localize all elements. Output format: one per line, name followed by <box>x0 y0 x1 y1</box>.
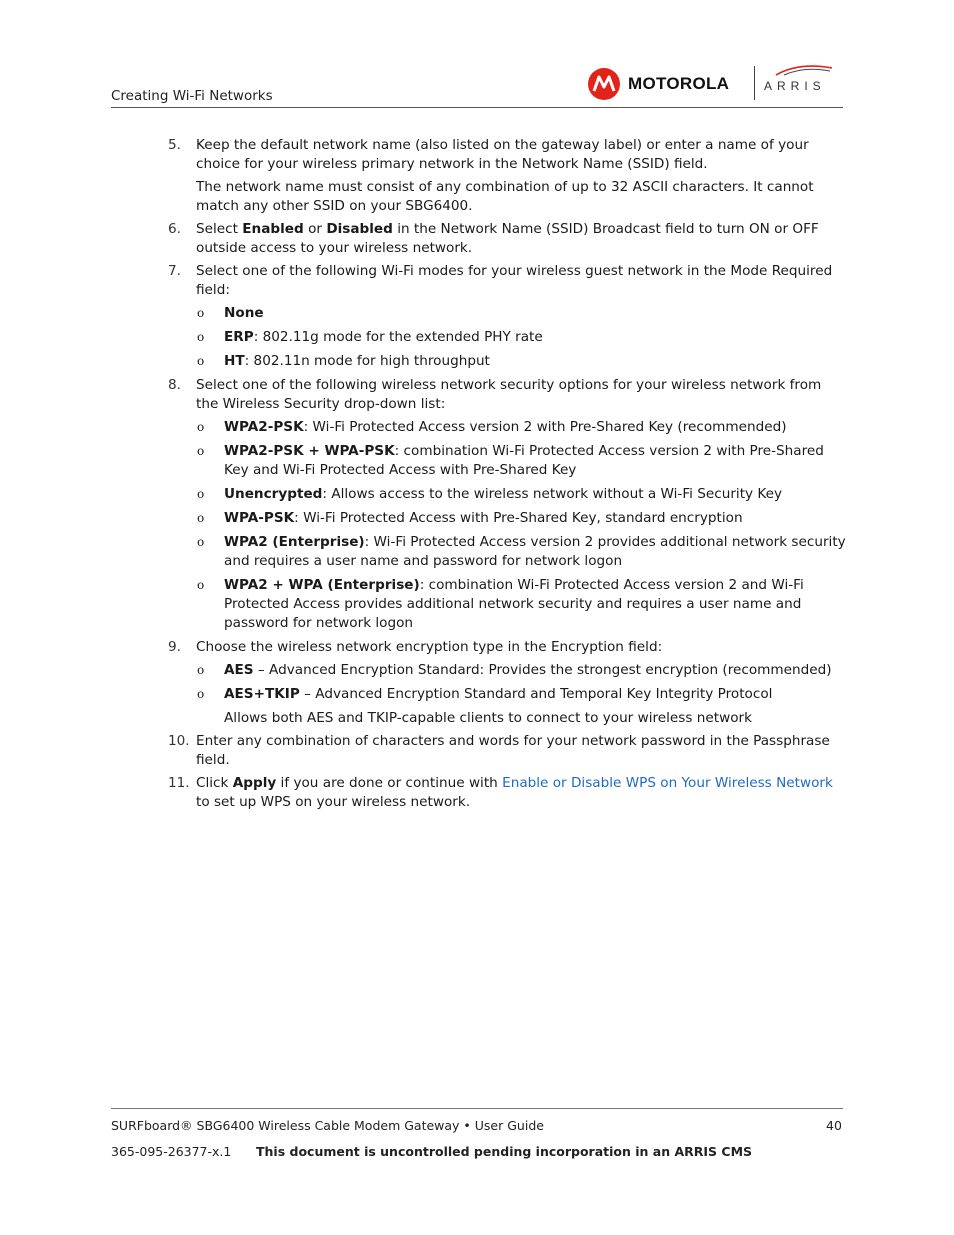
bullet-desc: : Wi-Fi Protected Access version 2 with Pre-Shared Key (recommended) <box>303 419 787 435</box>
section-title: Creating Wi-Fi Networks <box>111 88 273 104</box>
bullet-icon: ο <box>197 663 205 677</box>
bullet-term: WPA2 (Enterprise) <box>224 534 365 550</box>
bullet-icon: ο <box>197 578 205 592</box>
footer-rule <box>111 1108 843 1109</box>
option-enabled: Enabled <box>242 221 304 237</box>
step-text: Select one of the following wireless network security options for your wireless network from the Wireless Security drop-down list: <box>196 377 822 412</box>
doc-number: 365-095-26377-x.1 <box>111 1144 232 1159</box>
step-text: Keep the default network name (also listed on the gateway label) or enter a name of your choice for your wireless primary network in the Network Name (SSID) field. <box>196 137 809 172</box>
bullet-term: WPA-PSK <box>224 510 295 526</box>
bullet-term: ERP <box>224 329 254 345</box>
bullet-icon: ο <box>197 535 205 549</box>
bullet-icon: ο <box>197 354 205 368</box>
step-text: if you are done or continue with <box>276 775 503 791</box>
bullet-icon: ο <box>197 487 205 501</box>
apply-term: Apply <box>232 775 277 791</box>
header-rule <box>111 107 843 108</box>
arris-wordmark: ARRIS <box>764 79 826 93</box>
step-11 <box>111 774 846 812</box>
step-text: in the Network Name (SSID) Broadcast field to turn ON or OFF outside access to your wireless network. <box>196 221 819 256</box>
bullet-icon: ο <box>197 420 205 434</box>
list-item <box>111 304 846 323</box>
step-number: 10. <box>168 733 190 749</box>
main-content <box>111 136 846 816</box>
step-text: Enter any combination of characters and words for your network password in the Passphrase field. <box>196 733 830 768</box>
logo-divider <box>754 66 755 100</box>
bullet-term: Unencrypted <box>224 486 323 502</box>
arris-swoosh-icon <box>774 64 834 76</box>
step-9 <box>111 638 846 657</box>
list-item <box>111 533 846 571</box>
step-text: Choose the wireless network encryption type in the Encryption field: <box>196 639 663 655</box>
step-note: The network name must consist of any combination of up to 32 ASCII characters. It cannot match any other SSID on your SBG6400. <box>196 179 814 214</box>
step-text: or <box>303 221 327 237</box>
list-item <box>111 328 846 347</box>
bullet-desc: – Advanced Encryption Standard: Provides the strongest encryption (recommended) <box>253 662 832 678</box>
bullet-icon: ο <box>197 330 205 344</box>
step-number: 5. <box>168 137 181 153</box>
bullet-desc: : Wi-Fi Protected Access with Pre-Shared Key, standard encryption <box>294 510 743 526</box>
step-number: 9. <box>168 639 181 655</box>
bullet-desc: : Allows access to the wireless network without a Wi-Fi Security Key <box>322 486 783 502</box>
bullet-term: AES+TKIP <box>224 686 300 702</box>
bullet-term: AES <box>224 662 254 678</box>
bullet-desc: : 802.11n mode for high throughput <box>244 353 490 369</box>
step-8 <box>111 376 846 414</box>
bullet-note: Allows both AES and TKIP-capable clients to connect to your wireless network <box>224 710 752 726</box>
bullet-term: None <box>224 305 264 321</box>
doc-notice: This document is uncontrolled pending incorporation in an ARRIS CMS <box>256 1144 753 1159</box>
motorola-wordmark: MOTOROLA <box>628 74 730 93</box>
step-text: Select <box>196 221 243 237</box>
step-10 <box>111 732 846 770</box>
list-item <box>111 685 846 704</box>
list-item <box>111 509 846 528</box>
step-number: 6. <box>168 221 181 237</box>
wps-section-link[interactable]: Enable or Disable WPS on Your Wireless Network <box>502 775 833 791</box>
bullet-desc: : combination Wi-Fi Protected Access version 2 and Wi-Fi Protected Access provides additional network security and requires a user name and password for network logon <box>224 577 804 631</box>
list-item <box>111 485 846 504</box>
motorola-batwing-icon <box>588 68 620 100</box>
list-item <box>111 661 846 680</box>
step-text: Click <box>196 775 233 791</box>
option-disabled: Disabled <box>326 221 393 237</box>
bullet-icon: ο <box>197 687 205 701</box>
step-number: 11. <box>168 775 190 791</box>
brand-logo <box>588 64 838 104</box>
bullet-icon: ο <box>197 306 205 320</box>
step-text: to set up WPS on your wireless network. <box>196 794 471 810</box>
bullet-icon: ο <box>197 444 205 458</box>
list-item <box>111 576 846 633</box>
step-text: Select one of the following Wi-Fi modes for your wireless guest network in the Mode Required field: <box>196 263 833 298</box>
bullet-desc: : Wi-Fi Protected Access version 2 provides additional network security and requires a user name and password for network logon <box>224 534 846 569</box>
list-item <box>111 418 846 437</box>
bullet-term: WPA2 + WPA (Enterprise) <box>224 577 420 593</box>
step-5 <box>111 136 846 174</box>
bullet-term: HT <box>224 353 245 369</box>
bullet-desc: : combination Wi-Fi Protected Access version 2 with Pre-Shared Key and Wi-Fi Protected Access with Pre-Shared Key <box>224 443 824 478</box>
page-number: 40 <box>826 1118 842 1133</box>
list-item <box>111 442 846 480</box>
list-item <box>111 352 846 371</box>
step-6 <box>111 220 846 258</box>
bullet-desc: – Advanced Encryption Standard and Temporal Key Integrity Protocol <box>299 686 773 702</box>
step-number: 7. <box>168 263 181 279</box>
bullet-term: WPA2-PSK + WPA-PSK <box>224 443 395 459</box>
footer-product: SURFboard® SBG6400 Wireless Cable Modem Gateway • User Guide <box>111 1118 544 1133</box>
bullet-term: WPA2-PSK <box>224 419 304 435</box>
bullet-desc: : 802.11g mode for the extended PHY rate <box>253 329 543 345</box>
step-number: 8. <box>168 377 181 393</box>
bullet-icon: ο <box>197 511 205 525</box>
step-7 <box>111 262 846 300</box>
